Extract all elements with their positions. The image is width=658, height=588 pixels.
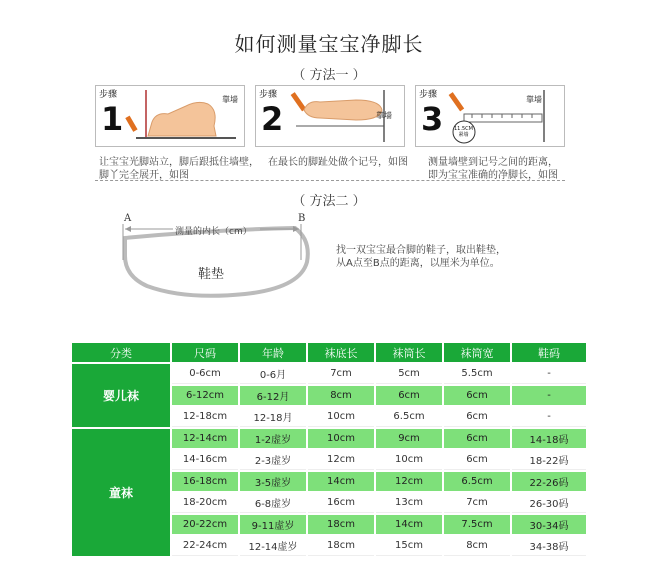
step-one-tag: 步骤 [99, 90, 118, 100]
header-sole-length: 袜底长 [308, 343, 374, 362]
method-two-label: （ 方法二 ） [292, 194, 366, 209]
page-title: 如何测量宝宝净脚长 [234, 32, 424, 56]
table-cell: 0-6月 [240, 364, 306, 384]
table-cell: - [512, 364, 586, 384]
table-cell: 5.5cm [444, 364, 510, 384]
table-cell: 10cm [308, 407, 374, 427]
header-tube-length: 袜筒长 [376, 343, 442, 362]
step-three-number: 3 [421, 100, 444, 138]
category-cell: 童袜 [72, 429, 170, 556]
table-cell: 6cm [444, 386, 510, 405]
table-cell: - [512, 407, 586, 427]
table-row [72, 364, 586, 384]
step-three-wall-label: 靠墙 [526, 95, 542, 104]
table-cell: 22-24cm [172, 536, 238, 556]
step-one-wall-label: 靠墙 [222, 95, 238, 104]
table-cell: 30-34码 [512, 515, 586, 534]
table-cell: 9cm [376, 429, 442, 448]
table-cell: 6cm [376, 386, 442, 405]
inner-length-label: 测量的内长（cm） [175, 227, 252, 237]
step-three-caption: 测量墙壁到记号之间的距离， 即为宝宝准确的净脚长，如图 [428, 157, 558, 181]
table-cell: 26-30码 [512, 493, 586, 513]
table-cell: 1-2虚岁 [240, 429, 306, 448]
header-shoe-size: 鞋码 [512, 343, 586, 362]
table-cell: 7.5cm [444, 515, 510, 534]
step-two-panel [255, 85, 405, 147]
header-tube-width: 袜筒宽 [444, 343, 510, 362]
method-one-label: （ 方法一 ） [292, 68, 366, 83]
table-cell: 5cm [376, 364, 442, 384]
table-cell: 34-38码 [512, 536, 586, 556]
table-cell: 16cm [308, 493, 374, 513]
insole-label: 鞋垫 [198, 267, 225, 282]
table-cell: 6.5cm [444, 472, 510, 491]
table-cell: - [512, 386, 586, 405]
table-cell: 13cm [376, 493, 442, 513]
table-cell: 14cm [308, 472, 374, 491]
step-three-tag: 步骤 [419, 90, 438, 100]
step-three-panel [415, 85, 565, 147]
table-cell: 18cm [308, 536, 374, 556]
table-cell: 2-3虚岁 [240, 450, 306, 470]
point-b-label: B [298, 213, 306, 224]
table-cell: 14cm [376, 515, 442, 534]
table-cell: 15cm [376, 536, 442, 556]
header-size: 尺码 [172, 343, 238, 362]
category-cell: 婴儿袜 [72, 364, 170, 427]
table-cell: 6-12月 [240, 386, 306, 405]
table-cell: 12-18月 [240, 407, 306, 427]
table-cell: 18cm [308, 515, 374, 534]
table-cell: 6.5cm [376, 407, 442, 427]
table-cell: 12-14cm [172, 429, 238, 448]
table-cell: 12-14虚岁 [240, 536, 306, 556]
table-cell: 7cm [444, 493, 510, 513]
table-body [72, 364, 586, 556]
step-three-measure-readout: 11.5CM 紧墙 [454, 126, 473, 138]
step-two-wall-label: 靠墙 [376, 111, 392, 120]
table-cell: 16-18cm [172, 472, 238, 491]
point-a-label: A [124, 213, 132, 224]
table-cell: 0-6cm [172, 364, 238, 384]
table-cell: 18-20cm [172, 493, 238, 513]
table-cell: 6-12cm [172, 386, 238, 405]
table-cell: 12-18cm [172, 407, 238, 427]
table-cell: 9-11虚岁 [240, 515, 306, 534]
step-one-caption: 让宝宝光脚站立，脚后跟抵住墙壁， 脚丫完全展开，如图 [99, 157, 259, 181]
table-cell: 12cm [376, 472, 442, 491]
table-cell: 6cm [444, 407, 510, 427]
table-cell: 22-26码 [512, 472, 586, 491]
table-row [72, 429, 586, 448]
size-table [70, 341, 588, 558]
table-cell: 6cm [444, 429, 510, 448]
header-category: 分类 [72, 343, 170, 362]
table-cell: 8cm [444, 536, 510, 556]
method-two-instruction: 找一双宝宝最合脚的鞋子，取出鞋垫， 从A点至B点的距离，以厘米为单位。 [336, 245, 506, 269]
table-cell: 18-22码 [512, 450, 586, 470]
table-cell: 10cm [376, 450, 442, 470]
table-cell: 20-22cm [172, 515, 238, 534]
step-one-panel [95, 85, 245, 147]
step-two-tag: 步骤 [259, 90, 278, 100]
step-two-number: 2 [261, 100, 284, 138]
table-header-row [72, 343, 586, 362]
table-cell: 12cm [308, 450, 374, 470]
table-cell: 14-18码 [512, 429, 586, 448]
section-divider [95, 180, 565, 181]
step-two-caption: 在最长的脚趾处做个记号，如图 [268, 157, 408, 168]
table-cell: 6-8虚岁 [240, 493, 306, 513]
table-cell: 14-16cm [172, 450, 238, 470]
step-one-number: 1 [101, 100, 124, 138]
table-cell: 3-5虚岁 [240, 472, 306, 491]
header-age: 年龄 [240, 343, 306, 362]
table-cell: 7cm [308, 364, 374, 384]
table-cell: 6cm [444, 450, 510, 470]
table-cell: 8cm [308, 386, 374, 405]
table-cell: 10cm [308, 429, 374, 448]
